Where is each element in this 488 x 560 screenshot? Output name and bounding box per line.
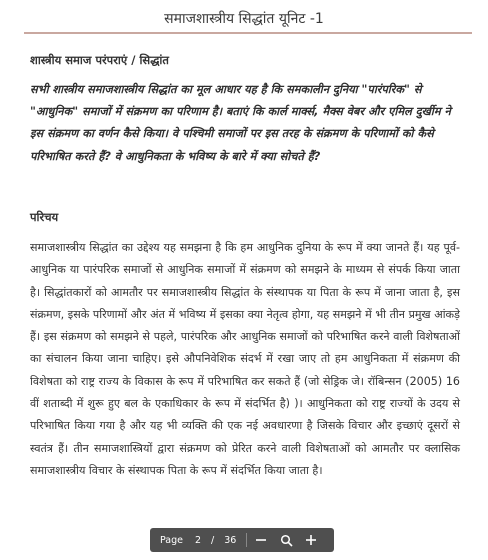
body-paragraph: समाजशास्त्रीय सिद्धांत का उद्देश्य यह समझना है कि हम आधुनिक दुनिया के रूप में क्या जानते हैं। यह पूर्व-आधुनिक या पारंपरिक समाजों से आधुनिक समाजों में संक्रमण को समझने के माध्यम से संपर्क किया जाता है। सिद्धांतकारों को आमतौर पर समाजशास्त्रीय सिद्धांत के संस्थापक या पिता के रूप में जाना जाता है, इस संक्रमण, इसके परिणामों और अंत में भविष्य में इसका क्या नेतृत्व होगा, यह समझने में भी तीन प्रमुख आंकड़े हैं। इस संक्रमण को समझने से पहले, पारंपरिक और आधुनिक समाजों को परिभाषित करने वाली विशेषताओं का संचालन किया जाना चाहिए। इसे औपनिवेशिक संदर्भ में रखा जाए तो हम आधुनिकता में संक्रमण की विशेषता को राष्ट्र राज्य के विकास के रूप में परिभाषित कर सकते हैं (जो सेड्रिक जे। रॉबिन्सन (2005) 16 वीं शताब्दी में शुरू हुए बल के एकाधिकार के रूप में संदर्भित है) )। आधुनिकता को राष्ट्र राज्यों के उदय से परिभाषित किया गया है और यह भी व्यक्ति की एक नई अवधारणा है जिसके विचार और इच्छाएं दूसरों से स्वतंत्र हैं। तीन समाजशास्त्रियों द्वारा संक्रमण को प्रेरित करने वाली विशेषताओं को आमतौर पर क्लासिक समाजशास्त्रीय विचार के संस्थापक पिता के रूप में संदर्भित किया जाता है।: [30, 241, 460, 477]
total-pages: 36: [224, 534, 237, 546]
page-toolbar: [150, 528, 334, 552]
plus-icon: [305, 534, 317, 546]
page-label: Page: [160, 534, 183, 546]
magnifier-icon: [280, 534, 293, 547]
introduction-heading: परिचय: [30, 210, 59, 224]
zoom-reset-button[interactable]: [275, 528, 297, 552]
zoom-out-button[interactable]: [250, 528, 272, 552]
header-divider: [24, 32, 472, 34]
page-separator: /: [211, 534, 215, 546]
toolbar-divider: [246, 533, 247, 547]
zoom-in-button[interactable]: [300, 528, 322, 552]
minus-icon: [255, 534, 267, 546]
running-head: समाजशास्त्रीय सिद्धांत यूनिट -1: [164, 11, 324, 27]
section-heading: शास्त्रीय समाज परंपराएं / सिद्धांत: [30, 53, 169, 67]
question-paragraph: सभी शास्त्रीय समाजशास्त्रीय सिद्धांत का मूल आधार यह है कि समकालीन दुनिया "पारंपरिक" से "आधुनिक" समाजों में संक्रमण का परिणाम है। बताएं कि कार्ल मार्क्स, मैक्स वेबर और एमिल दुर्खीम ने इस संक्रमण का वर्णन कैसे किया। वे पश्चिमी समाजों पर इस तरह के संक्रमण के परिणामों को कैसे परिभाषित करते हैं? वे आधुनिकता के भविष्य के बारे में क्या सोचते हैं?: [30, 83, 451, 163]
current-page-input[interactable]: 2: [195, 534, 202, 546]
